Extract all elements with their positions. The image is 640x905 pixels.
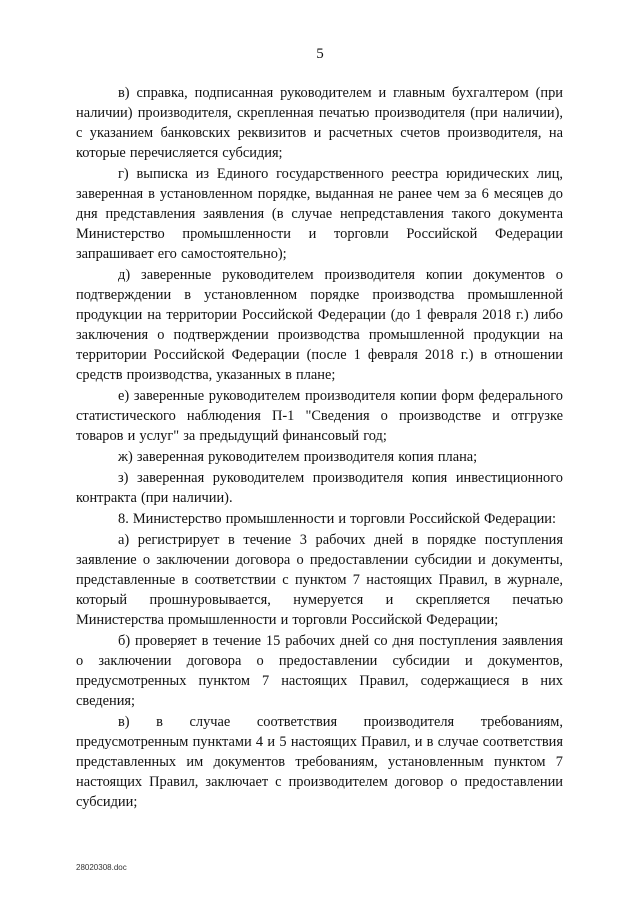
paragraph-b-proveryaet: б) проверяет в течение 15 рабочих дней со дня поступления заявления о заключении договора о предоставлении субсидии и документов, предусмотренных пунктом 7 настоящих Правил, содержащиеся в них сведения; — [76, 633, 563, 709]
document-body — [76, 83, 563, 813]
paragraph-d-kopii: д) заверенные руководителем производителя копии документов о подтверждении в установленном порядке производства промышленной продукции на территории Российской Федерации (до 1 февраля 2018 г.) либо заключения о подтверждении производства промышленной продукции на территории Российской Федерации (после 1 февраля 2018 г.) в отношении средств производства, указанных в плане; — [76, 267, 563, 383]
paragraph-z-kontrakt: з) заверенная руководителем производителя копия инвестиционного контракта (при наличии). — [76, 470, 563, 506]
paragraph-zh-plan: ж) заверенная руководителем производителя копия плана; — [118, 449, 478, 465]
paragraph-8-ministerstvo: 8. Министерство промышленности и торговли Российской Федерации: — [118, 511, 556, 527]
paragraph-g-vypiska: г) выписка из Единого государственного реестра юридических лиц, заверенная в установленном порядке, выданная не ранее чем за 6 месяцев до дня представления заявления (в случае непредставления такого документа Министерство промышленности и торговли Российской Федерации запрашивает его самостоятельно); — [76, 166, 563, 262]
paragraph-e-formy: е) заверенные руководителем производителя копии форм федерального статистического наблюдения П-1 "Сведения о производстве и отгрузке товаров и услуг" за предыдущий финансовый год; — [76, 388, 563, 444]
paragraph-v-spravka: в) справка, подписанная руководителем и главным бухгалтером (при наличии) производителя, скрепленная печатью производителя (при наличии), с указанием банковских реквизитов и расчетных счетов производителя, на которые перечисляется субсидия; — [76, 85, 563, 161]
paragraph-a-registriruet: а) регистрирует в течение 3 рабочих дней в порядке поступления заявление о заключении договора о предоставлении субсидии и документы, представленные в соответствии с пунктом 7 настоящих Правил, в журнале, который прошнуровывается, нумеруется и скрепляется печатью Министерства промышленности и торговли Российской Федерации; — [76, 532, 563, 628]
page-number: 5 — [316, 46, 324, 62]
file-name-footer: 28020308.doc — [76, 863, 127, 872]
paragraph-v-zaklyuchaet: в) в случае соответствия производителя требованиям, предусмотренным пунктами 4 и 5 настоящих Правил, и в случае соответствия представленных им документов требованиям, установленным пунктом 7 настоящих Правил, заключает с производителем договор о предоставлении субсидии; — [76, 714, 563, 810]
